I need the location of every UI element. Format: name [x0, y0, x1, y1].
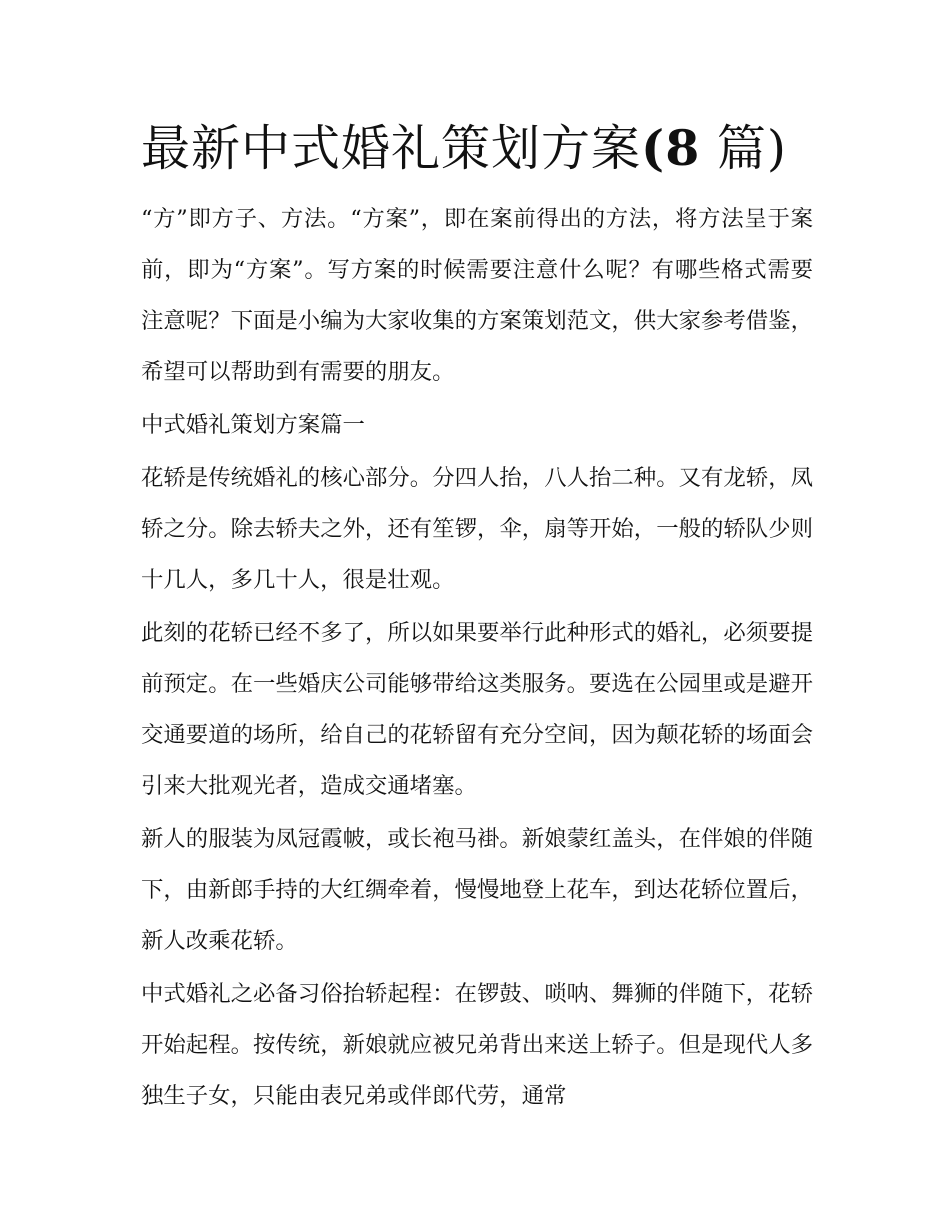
title-count: (8 [641, 119, 701, 177]
body-paragraph: 此刻的花轿已经不多了，所以如果要举行此种形式的婚礼，必须要提前预定。在一些婚庆公司能够带给这类服务。要选在公园里或是避开交通要道的场所，给自己的花轿留有充分空间，因为颠花轿的场面会引来大批观光者，造成交通堵塞。 [141, 620, 813, 799]
body-paragraph: 花轿是传统婚礼的核心部分。分四人抬，八人抬二种。又有龙轿，凤轿之分。除去轿夫之外，还有笙锣，伞，扇等开始，一般的轿队少则十几人，多几十人，很是壮观。 [141, 465, 813, 593]
body-paragraph: 新人的服装为凤冠霞帔，或长袍马褂。新娘蒙红盖头，在伴娘的伴随下，由新郎手持的大红绸牵着，慢慢地登上花车，到达花轿位置后，新人改乘花轿。 [141, 826, 813, 954]
body-paragraph: 中式婚礼之必备习俗抬轿起程：在锣鼓、唢呐、舞狮的伴随下，花轿开始起程。按传统，新娘就应被兄弟背出来送上轿子。但是现代人多独生子女，只能由表兄弟或伴郎代劳，通常 [141, 981, 813, 1109]
document-body [141, 194, 813, 1124]
section-heading: 中式婚礼策划方案篇一 [141, 412, 365, 438]
document-title [141, 118, 787, 179]
intro-paragraph: “方”即方子、方法。“方案”，即在案前得出的方法，将方法呈于案前，即为“方案”。写方案的时候需要注意什么呢？有哪些格式需要注意呢？下面是小编为大家收集的方案策划范文，供大家参考借鉴，希望可以帮助到有需要的朋友。 [141, 206, 813, 385]
title-main: 最新中式婚礼策划方案 [141, 120, 642, 177]
title-end: 篇) [716, 120, 787, 177]
